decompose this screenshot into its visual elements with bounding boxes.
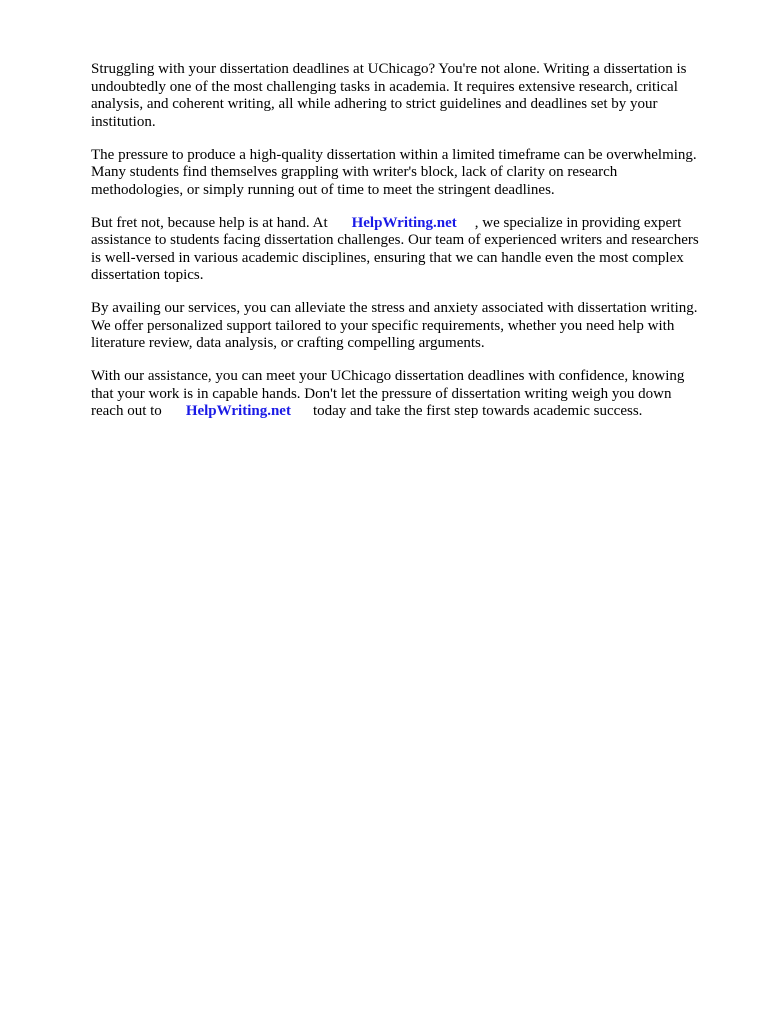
text-fragment: But fret not, because help is at hand. At xyxy=(91,214,328,231)
paragraph-2 xyxy=(91,147,731,200)
text-line: We offer personalized support tailored to your specific requirements, whether you need help with xyxy=(91,317,675,334)
text-fragment: reach out to xyxy=(91,403,162,419)
paragraph-4 xyxy=(91,300,731,353)
text-line xyxy=(91,215,731,233)
text-fragment: , we specialize in providing expert xyxy=(474,214,682,231)
paragraph-3 xyxy=(91,215,731,285)
text-line: methodologies, or simply running out of time to meet the stringent deadlines. xyxy=(91,181,555,198)
helpwriting-link[interactable]: HelpWriting.net xyxy=(185,403,291,419)
text-fragment: today and take the first step towards academic success. xyxy=(312,403,643,419)
document-body xyxy=(91,61,731,436)
text-line: The pressure to produce a high-quality dissertation within a limited timeframe can be overwhelming. xyxy=(91,146,697,163)
paragraph-1 xyxy=(91,61,731,131)
text-line: dissertation topics. xyxy=(91,267,204,283)
text-line: literature review, data analysis, or crafting compelling arguments. xyxy=(91,335,485,351)
text-line: assistance to students facing dissertation challenges. Our team of experienced writers and researchers xyxy=(91,232,699,248)
text-line: undoubtedly one of the most challenging tasks in academia. It requires extensive research, critical xyxy=(91,78,678,95)
text-line: Many students find themselves grappling with writer's block, lack of clarity on research xyxy=(91,164,618,180)
helpwriting-link[interactable]: HelpWriting.net xyxy=(351,214,457,231)
text-line: By availing our services, you can alleviate the stress and anxiety associated with dissertation writing. xyxy=(91,300,698,316)
text-line: analysis, and coherent writing, all while adhering to strict guidelines and deadlines set by your xyxy=(91,96,658,112)
text-line: Struggling with your dissertation deadlines at UChicago? You're not alone. Writing a dissertation is xyxy=(91,61,687,77)
paragraph-5 xyxy=(91,368,731,421)
text-line: With our assistance, you can meet your UChicago dissertation deadlines with confidence, knowing xyxy=(91,368,685,384)
text-line: institution. xyxy=(91,113,156,130)
text-line xyxy=(91,403,731,421)
text-line: is well-versed in various academic disciplines, ensuring that we can handle even the most complex xyxy=(91,249,684,266)
text-line: that your work is in capable hands. Don't let the pressure of dissertation writing weigh you down xyxy=(91,385,672,402)
